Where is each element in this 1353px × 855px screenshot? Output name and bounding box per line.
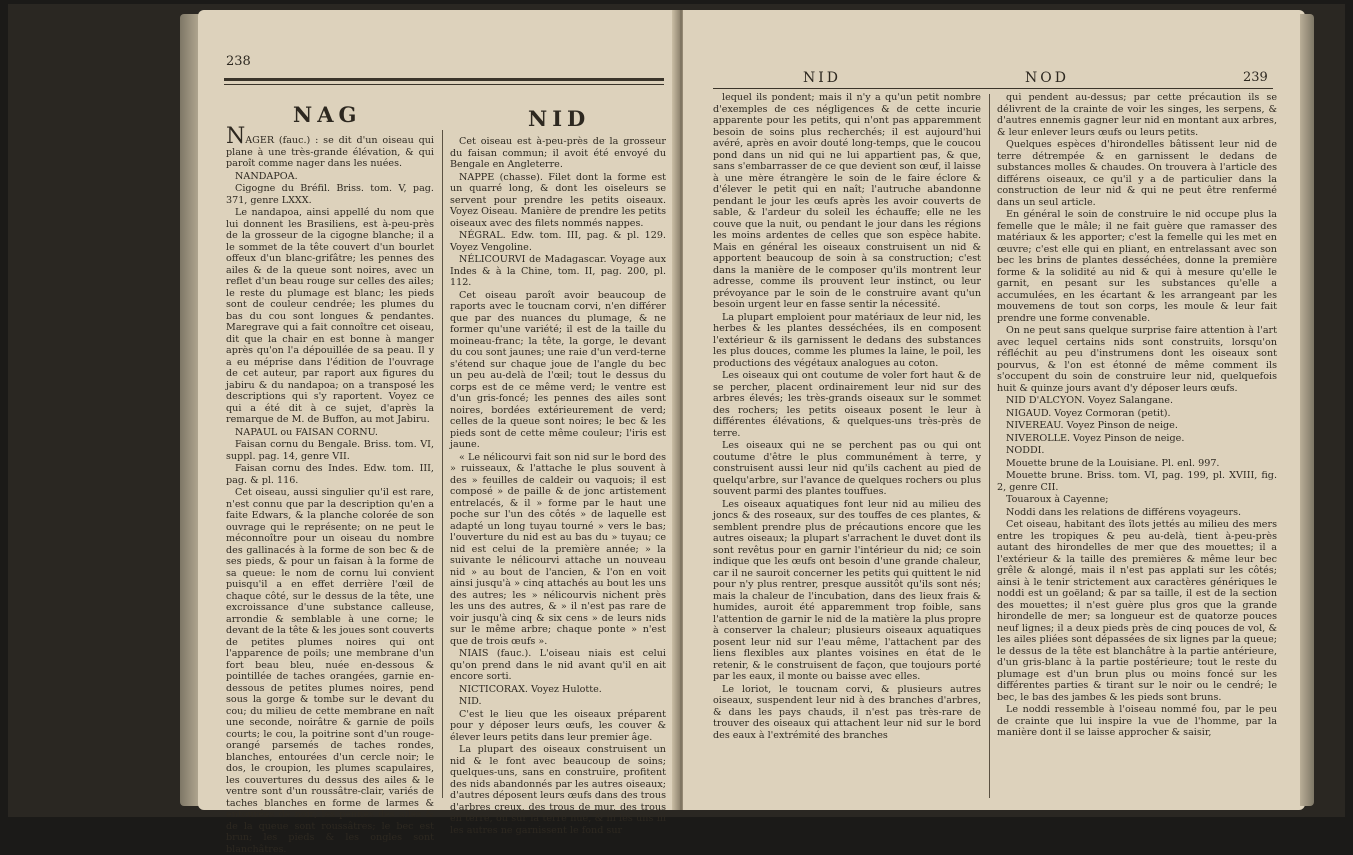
entry-paragraph: Cet oiseau paroît avoir beaucoup de raports avec le toucnam corvi, n'en différer que par des nuances du plumage, & ne former qu'une variété; il est de la taille du moineau-franc; la tête, la gorge, le devant du cou sont jaunes; une raie d'un verd-terne s'étend sur chaque joue de l'angle du bec un peu au-delà de l'œil; tout le dessus du corps est de ce même verd; le ventre est d'un gris-foncé; les pennes des ailes sont noires, bordées extérieurement de verd; celles de la queue sont noires; le bec & les pieds sont de cette même couleur; l'iris est jaune. [450, 289, 666, 450]
entry-paragraph: Cet oiseau, habitant des îlots jettés au milieu des mers entre les tropiques & peu au-delà, tient à-peu-près autant des hirondelles de mer que des mouettes; il a l'extérieur & la taille des premières & même leur bec grêle & alongé, mais il n'est pas applati sur les côtés; ainsi à le tenir strictement aux caractères génériques le noddi est un goëland; & par sa taille, il est de la section des mouettes; il n'est guère plus gros que la grande hirondelle de mer; sa longueur est de quatorze pouces neuf lignes; il a deux pieds près de cinq pouces de vol, & les ailes pliées sont dépassées de six lignes par la queue; le dessus de la tête est blanchâtre à la partie antérieure, d'un gris-blanc à la partie postérieure; tout le reste du plumage est d'un brun plus ou moins foncé sur les différentes parties & tirant sur le noir ou le cendré; le bec, le bas des jambes & les pieds sont bruns. [997, 519, 1277, 703]
running-header: NID [803, 70, 842, 86]
entry-paragraph: NIVEREAU. Voyez Pinson de neige. [1006, 420, 1178, 431]
entry-paragraph: C'est le lieu que les oiseaux préparent pour y déposer leurs œufs, les couver & élever leurs petits dans leur premier âge. [450, 708, 666, 743]
entry-first-paragraph [226, 124, 434, 170]
entry-paragraph: Mouette brune de la Louisiane. Pl. enl. 997. [1006, 457, 1220, 469]
column-divider [989, 94, 990, 798]
entry-paragraph: Le nandapoa, ainsi appellé du nom que lui donnent les Brasiliens, est à-peu-près de la grosseur de la cigogne blanche; il a le sommet de la tête couvert d'un bourlet offeux d'un blanc-grifâtre; les pennes des ailes & de la queue sont noires, avec un reflet d'un beau rouge sur celles des ailes; le reste du plumage est blanc; les pieds sont de couleur cendrée; les plumes du bas du cou sont longues & pendantes. Maregrave qui a fait connoître cet oiseau, dit que la chair en est bonne à manger après qu'on l'a dépouillée de sa peau. Il y a eu méprise dans l'édition de l'ouvrage de cet auteur, par raport aux figures du jabiru & du nandapoa; on a transposé les descriptions qui s'y raportent. Voyez ce qui a été dit à ce sujet, d'après la remarque de M. de Buffon, au mot Jabiru. [226, 207, 434, 425]
book-spread [8, 4, 1345, 855]
entry-paragraph: En général le soin de construire le nid occupe plus la femelle que le mâle; il ne fait guère que ramasser des matériaux & les apporter; c'est la femelle qui les met en œuvre; c'est elle qui en pliant, en entrelassant avec son bec les brins de plantes desséchées, donne la première forme & la solidité au nid & qui à mesure qu'elle le garnit, en pesant sur les substances qu'elle a accumulées, en les écartant & les arrangeant par les mouvemens de tout son corps, les moule & leur fait prendre une forme convenable. [997, 209, 1277, 324]
entry-paragraph: Les oiseaux qui ont coutume de voler fort haut & de se percher, placent ordinairement leur nid sur des arbres élevés; les très-grands oiseaux sur le sommet des rochers; les petits oiseaux posent le leur à différentes élévations, & quelques-uns très-près de terre. [713, 370, 981, 439]
left-page [198, 10, 678, 855]
entry-paragraph: NID D'ALCYON. Voyez Salangane. [1006, 395, 1174, 406]
header-rule [224, 78, 664, 81]
entry-paragraph: Faisan cornu des Indes. Edw. tom. III, pag. & pl. 116. [226, 463, 434, 486]
column-divider [442, 130, 443, 798]
drop-initial: N [226, 124, 246, 149]
right-page-edge [1300, 14, 1314, 806]
text-column-1 [713, 92, 981, 800]
entry-paragraph: NAPAUL ou FAISAN CORNU. [235, 426, 378, 438]
text-column-2 [997, 92, 1277, 800]
entry-paragraph: NÉGRAL. Edw. tom. III, pag. & pl. 129. Voyez Vengoline. [450, 230, 666, 253]
entry-paragraph: Noddi dans les relations de différens voyageurs. [1006, 506, 1242, 518]
entry-paragraph: NID. [459, 696, 482, 707]
page-number: 239 [1243, 70, 1268, 85]
entry-paragraph: Touaroux à Cayenne; [1006, 494, 1109, 505]
entry-paragraph: qui pendent au-dessus; par cette précaution ils se délivrent de la crainte de voir les singes, les serpens, & d'autres ennemis gagner leur nid en montant aux arbres, & leur enlever leurs œufs ou leurs petits. [997, 92, 1277, 138]
entry-paragraph: NIAIS (fauc.). L'oiseau niais est celui qu'on prend dans le nid avant qu'il en ait encore sorti. [450, 648, 666, 682]
entry-paragraph: Mouette brune. Briss. tom. VI, pag. 199, pl. XVIII, fig. 2, genre CII. [997, 470, 1277, 493]
entry-paragraph: Cigogne du Bréfil. Briss. tom. V, pag. 371, genre LXXX. [226, 183, 434, 206]
entry-paragraph: NODDI. [1006, 445, 1045, 456]
entry-paragraph: NIVEROLLE. Voyez Pinson de neige. [1006, 432, 1185, 444]
entry-paragraph: NICTICORAX. Voyez Hulotte. [459, 683, 602, 695]
entry-paragraph: Le noddi ressemble à l'oiseau nommé fou, par le peu de crainte que lui inspire la vue de l'homme, par la manière dont il se laisse approcher & saisir, [997, 704, 1277, 738]
running-header: NOD [1025, 70, 1069, 86]
entry-paragraph: « Le nélicourvi fait son nid sur le bord des » ruisseaux, & l'attache le plus souvent à des » feuilles de caldeir ou vaquois; il est composé » de paille & de jonc artistement entrelacés, & il » forme par le haut une poche sur l'un des côtés » de laquelle est adapté un long tuyau tourné » vers le bas; l'ouverture du nid est au bas du » tuyau; ce nid est celui de la première année; » la suivante le nélicourvi attache un nouveau nid » au bout de l'ancien, & l'on en voit ainsi jusqu'à » cinq attachés au bout les uns des autres; les » nélicourvis nichent près les uns des autres, & » il n'est pas rare de voir jusqu'à cinq & six cens » de leurs nids sur le même arbre; chaque ponte » n'est que de trois œufs ». [450, 451, 666, 647]
entry-paragraph: NÉLICOURVI de Madagascar. Voyage aux Indes & à la Chine, tom. II, pag. 200, pl. 112. [450, 254, 666, 288]
entry-paragraph: La plupart emploient pour matériaux de leur nid, les herbes & les plantes desséchées, ils en composent l'extérieur & ils garnissent le dedans des substances les plus douces, comme les plumes la laine, le poil, les productions des végétaux analogues au coton. [713, 311, 981, 369]
entry-paragraph: On ne peut sans quelque surprise faire attention à l'art avec lequel certains nids sont construits, lorsqu'on réfléchit au peu d'instrumens dont les oiseaux sont pourvus, & l'on est étonné de même comment ils s'occupent du soin de construire leur nid, quelquefois huit & quinze jours avant d'y déposer leurs œufs. [997, 325, 1277, 394]
entry-paragraph: Quelques espèces d'hirondelles bâtissent leur nid de terre détrempée & en garnissent le dedans de substances molles & chaudes. On trouvera à l'article des différens oiseaux, ce qu'il y a de particulier dans la construction de leur nid & qui ne peut être renfermé dans un seul article. [997, 139, 1277, 208]
entry-text: AGER (fauc.) : se dit d'un oiseau qui plane à une très-grande élévation, & qui paroît comme nager dans les nuées. [226, 135, 434, 169]
page-number: 238 [226, 54, 251, 69]
entry-paragraph: Le loriot, le toucnam corvi, & plusieurs autres oiseaux, suspendent leur nid à des branches d'arbres, & dans les pays chauds, il n'est pas très-rare de trouver des oiseaux qui attachent leur nid sur le bord des eaux à l'extrémité des branches [713, 683, 981, 741]
entry-paragraph: NAPPE (chasse). Filet dont la forme est un quarré long, & dont les oiseleurs se servent pour prendre les petits oiseaux. Voyez Oiseau. Manière de prendre les petits oiseaux avec des filets nommés nappes. [450, 171, 666, 229]
entry-paragraph: Faisan cornu du Bengale. Briss. tom. VI, suppl. pag. 14, genre VII. [226, 439, 434, 462]
entry-paragraph: Les oiseaux qui ne se perchent pas ou qui ont coutume d'être le plus communément à terre, y construisent aussi leur nid qu'ils cachent au pied de quelqu'arbre, sur l'avance de quelques rochers ou plus souvent parmi des plantes touffues. [713, 440, 981, 497]
entry-paragraph: NIGAUD. Voyez Cormoran (petit). [1006, 407, 1171, 419]
entry-paragraph: La plupart des oiseaux construisent un nid & le font avec beaucoup de soins; quelques-uns, sans en construire, profitent des nids abandonnés par les autres oiseaux; d'autres déposent leurs œufs dans des trous d'arbres creux, des trous de mur, des trous en terre, ou sur la terre nue, & ni les uns ni les autres ne garnissent le fond sur [450, 744, 666, 836]
column-heading: NAG [293, 102, 362, 127]
entry-paragraph: lequel ils pondent; mais il n'y a qu'un petit nombre d'exemples de ces négligences & de cette incurie apparente pour les petits, qui n'ont pas apparemment besoin de soins plus recherchés; il est aujourd'hui avéré, après en avoir douté long-temps, que le coucou pond dans un nid qui ne lui appartient pas, & que, sans s'embarrasser de ce que devient son œuf, il laisse à une mère étrangère le soin de le faire éclore & d'élever le petit qui en naît; l'autruche abandonne pendant le jour les œufs après les avoir couverts de sable, & l'ardeur du soleil les échauffe; elle ne les couve que la nuit, ou pendant le jour dans les régions les moins ardentes de celles que son espèce habite. Mais en général les oiseaux construisent un nid & apportent beaucoup de soin à sa construction; c'est dans la manière de le composer qu'ils montrent leur adresse, comme ils prouvent leur instinct, ou leur prévoyance par le soin de le construire avant qu'un besoin urgent leur en fasse sentir la nécessité. [713, 92, 981, 310]
header-rule-thin [224, 84, 664, 85]
entry-paragraph: Cet oiseau est à-peu-près de la grosseur du faisan commun; il avoit été envoyé du Bengale en Angleterre. [450, 136, 666, 170]
column-heading: NID [528, 106, 591, 131]
text-column-1 [226, 124, 434, 855]
entry-paragraph: Les oiseaux aquatiques font leur nid au milieu des joncs & des roseaux, sur des touffes de ces plantes, & semblent prendre plus de précautions encore que les autres oiseaux; la plupart s'arrachent le duvet dont ils sont revêtus pour en garnir l'intérieur du nid; ce soin indique que les œufs ont besoin d'une grande chaleur, car il ne sauroit concerner les petits qui quittent le nid pour n'y plus rentrer, presque aussitôt qu'ils sont nés; mais la chaleur de l'incubation, dans des lieux frais & humides, auroit été apparemment trop foible, sans l'attention de garnir le nid de la matière la plus propre à conserver la chaleur; plusieurs oiseaux aquatiques posent leur nid sur l'eau même, l'attachent par des liens flexibles aux plantes voisines en état de le retenir, & le construisent de façon, que toujours porté par les eaux, il monte ou baisse avec elles. [713, 498, 981, 682]
entry-paragraph: Cet oiseau, aussi singulier qu'il est rare, n'est connu que par la description qu'en a faite Edwars, & la planche colorée de son ouvrage qui le représente; on ne peut le méconnoître pour un oiseau du nombre des gallinacés à la forme de son bec & de ses pieds, & pour un faisan à la forme de sa queue: le nom de cornu lui convient puisqu'il a en effet derrière l'œil de chaque côté, sur le dessus de la tête, une excroissance d'une substance calleuse, arrondie & semblable à une corne; le devant de la tête & les joues sont couverts de petites plumes noires qui ont l'apparence de poils; une membrane d'un fort beau bleu, nuée en-dessous & pointillée de taches orangées, garnie en-dessous de petites plumes noires, pend sous la gorge & tombe sur le devant du cou; du milieu de cette membrane en naît une seconde, noirâtre & garnie de poils courts; le cou, la poitrine sont d'un rouge-orangé parsemés de taches rondes, blanches, entourées d'un cercle noir; le dos, le croupion, les plumes scapulaires, les couvertures du dessus des ailes & le ventre sont d'un roussâtre-clair, variés de taches blanches en forme de larmes & entourées de noir; les pennes des ailes & de la queue sont roussâtres; le bec est brun; les pieds & les ongles sont blanchâtres. [226, 487, 434, 855]
header-rule-thin [713, 88, 1273, 89]
right-page [683, 10, 1305, 810]
entry-paragraph: NANDAPOA. [235, 170, 298, 182]
text-column-2 [450, 136, 666, 836]
